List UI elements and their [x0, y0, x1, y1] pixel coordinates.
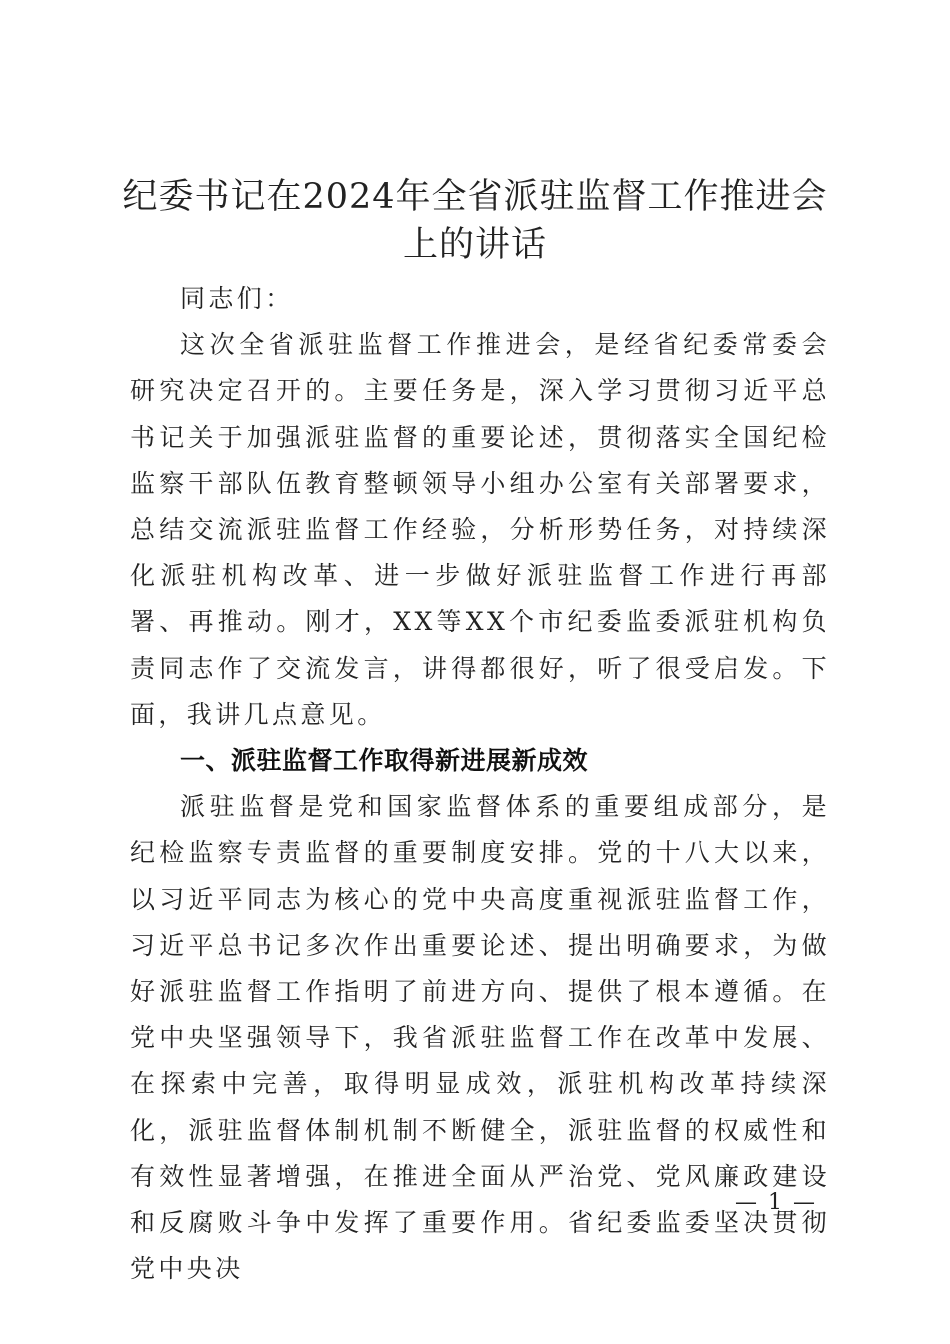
page-number: — 1 — [735, 1190, 817, 1215]
title-line-1: 纪委书记在2024年全省派驻监督工作推进会 [122, 177, 828, 217]
document-body [130, 276, 830, 1292]
document-title [120, 173, 830, 269]
paragraph-intro: 这次全省派驻监督工作推进会，是经省纪委常委会研究决定召开的。主要任务是，深入学习贯彻习近平总书记关于加强派驻监督的重要论述，贯彻落实全国纪检监察干部队伍教育整顿领导小组办公室有关部署要求，总结交流派驻监督工作经验，分析形势任务，对持续深化派驻机构改革、进一步做好派驻监督工作进行再部署、再推动。刚才，XX等XX个市纪委监委派驻机构负责同志作了交流发言，讲得都很好，听了很受启发。下面，我讲几点意见。 [130, 330, 830, 729]
paragraph-section-1: 派驻监督是党和国家监督体系的重要组成部分，是纪检监察专责监督的重要制度安排。党的十八大以来，以习近平同志为核心的党中央高度重视派驻监督工作，习近平总书记多次作出重要论述、提出明确要求，为做好派驻监督工作指明了前进方向、提供了根本遵循。在党中央坚强领导下，我省派驻监督工作在改革中发展、在探索中完善，取得明显成效，派驻机构改革持续深化，派驻监督体制机制不断健全，派驻监督的权威性和有效性显著增强，在推进全面从严治党、党风廉政建设和反腐败斗争中发挥了重要作用。省纪委监委坚决贯彻党中央决 [130, 792, 830, 1284]
section-heading-1: 一、派驻监督工作取得新进展新成效 [180, 746, 589, 776]
title-line-2: 上的讲话 [402, 225, 547, 265]
salutation: 同志们： [180, 284, 294, 313]
